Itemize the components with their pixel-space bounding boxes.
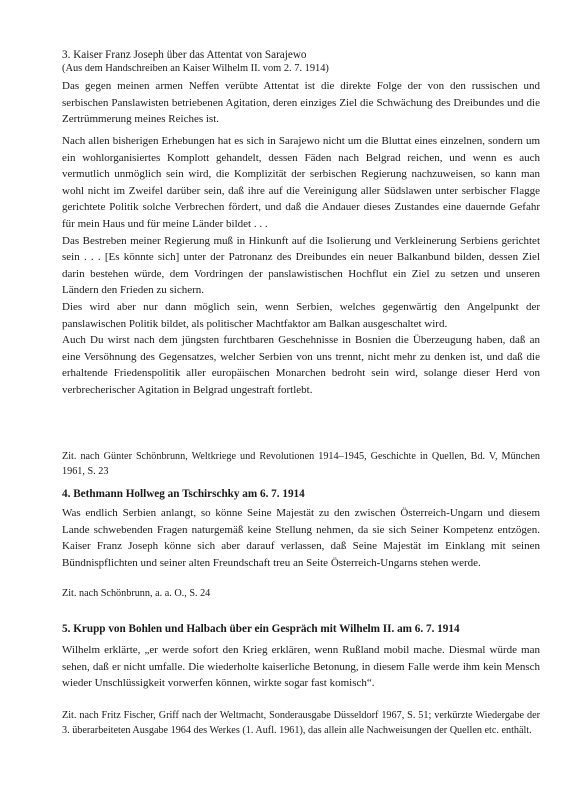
section-3-subtitle: (Aus dem Handschreiben an Kaiser Wilhelm II. vom 2. 7. 1914) xyxy=(62,63,329,74)
section-5-citation: Zit. nach Fritz Fischer, Griff nach der Weltmacht, Sonderausgabe Düsseldorf 1967, S. 51; verkürzte Wiedergabe der 3. überarbeiteten Ausgabe 1964 des Werkes (1. Aufl. 1961), das allein alle Nachweisungen der Quellen etc. enthält. xyxy=(62,710,540,736)
section-4-title: 4. Bethmann Hollweg an Tschirschky am 6. 7. 1914 xyxy=(62,488,305,500)
section-3-header xyxy=(62,48,540,128)
section-3-title: 3. Kaiser Franz Joseph über das Attentat von Sarajewo xyxy=(62,49,307,61)
section-3-paragraph-4: Dies wird aber nur dann möglich sein, wenn Serbien, welches gegenwärtig den Angelpunkt der panslawischen Politik bildet, als politischer Machtfaktor am Balkan ausgeschaltet wird. xyxy=(62,300,540,330)
section-4-citation: Zit. nach Schönbrunn, a. a. O., S. 24 xyxy=(62,588,211,599)
section-3-paragraph-5: Auch Du wirst nach dem jüngsten furchtbaren Geschehnisse in Bosnien die Überzeugung haben, daß an eine Versöhnung des Gegensatzes, welcher Serbien von uns trennt, nicht mehr zu denken ist, und daß die erhaltende Friedenspolitik aller europäischen Monarchen bedroht sein wird, solange dieser Herd von verbrecherischer Agitation in Belgrad ungestraft fortlebt. xyxy=(62,334,540,396)
section-5-title: 5. Krupp von Bohlen und Halbach über ein Gespräch mit Wilhelm II. am 6. 7. 1914 xyxy=(62,623,460,635)
section-3-citation: Zit. nach Günter Schönbrunn, Weltkriege und Revolutionen 1914–1945, Geschichte in Quellen, Bd. V, München 1961, S. 23 xyxy=(62,451,540,477)
section-3-quote xyxy=(62,133,540,399)
section-3-paragraph-1: Das gegen meinen armen Neffen verübte Attentat ist die direkte Folge der von den russischen und serbischen Panslawisten betriebenen Agitation, deren einziges Ziel die Schwächung des Dreibundes und die Zertrümmerung meines Reiches ist. xyxy=(62,80,540,126)
section-3-paragraph-3: Das Bestreben meiner Regierung muß in Hinkunft auf die Isolierung und Verkleinerung Serbiens gerichtet sein . . . [Es könnte sich] unter der Patronanz des Dreibundes ein neuer Balkanbund bilden, dessen Ziel darin bestehen würde, dem Vordringen der panslawistischen Hochflut ein Ziel zu setzen und unseren Ländern den Frieden zu sichern. xyxy=(62,234,540,297)
section-3-paragraph-2: Nach allen bisherigen Erhebungen hat es sich in Sarajewo nicht um die Bluttat eines einzelnen, sondern um ein wohlorganisiertes Komplott gehandelt, dessen Fäden nach Belgrad reichen, und wenn es auch vermutlich unmöglich sein wird, die Komplizität der serbischen Regierung nachzuweisen, so kann man wohl nicht im Zweifel darüber sein, daß ihre auf die Vereinigung aller Südslawen unter serbischer Flagge gerichtete Politik solche Verbrechen fördert, und daß die Andauer dieses Zustandes eine dauernde Gefahr für mein Haus und für meine Länder bildet . . . xyxy=(62,135,540,230)
section-4-body: Was endlich Serbien anlangt, so könne Seine Majestät zu den zwischen Österreich-Ungarn und diesem Lande schwebenden Fragen naturgemäß keine Stellung nehmen, da sie sich Seiner Kompetenz entzögen. Kaiser Franz Joseph könne sich aber darauf verlassen, daß Seine Majestät im Einklang mit seinen Bündnispflichten und seiner alten Freundschaft treu an Seite Österreich-Ungarns stehen werde. xyxy=(62,507,540,569)
section-5-body: Wilhelm erklärte, „er werde sofort den Krieg erklären, wenn Rußland mobil mache. Diesmal würde man sehen, daß er nicht umfalle. Die wiederholte kaiserliche Betonung, in diesem Falle werde ihm kein Mensch wieder Unschlüssigkeit vorwerfen können, wirkte sogar fast komisch“. xyxy=(62,644,540,690)
